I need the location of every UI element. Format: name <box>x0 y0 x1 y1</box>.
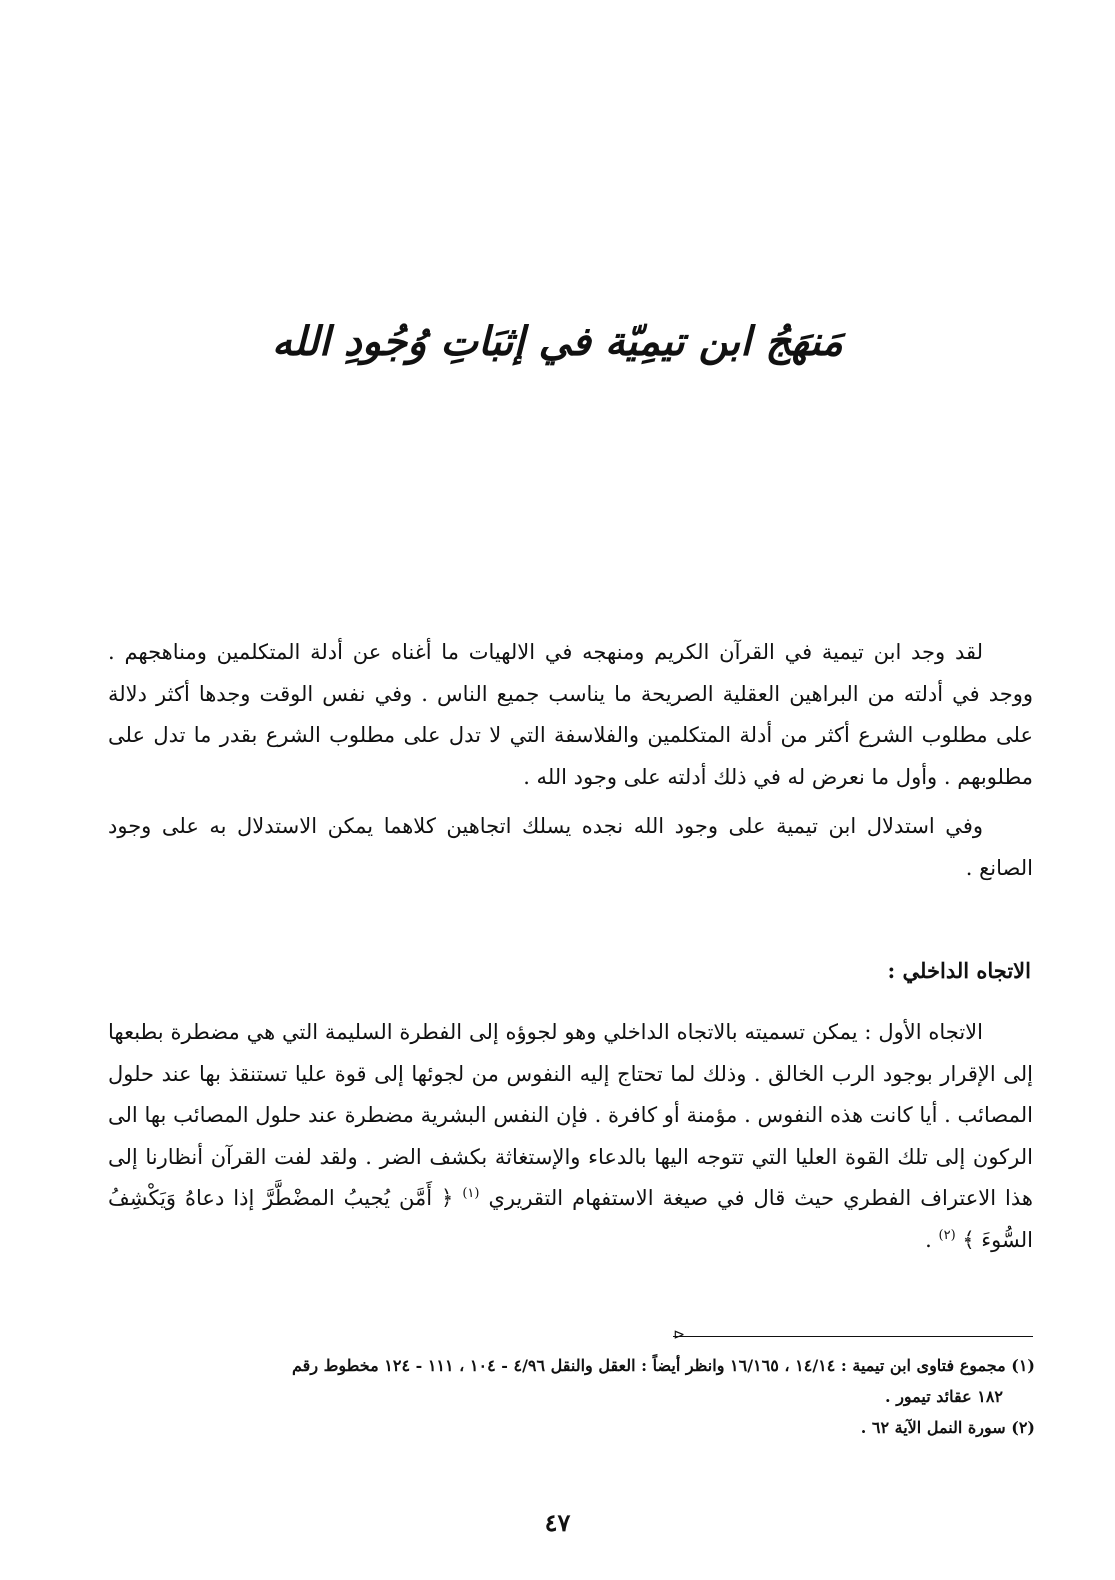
body-text <box>108 632 1033 889</box>
paragraph: لقد وجد ابن تيمية في القرآن الكريم ومنهجه في الالهيات ما أغناه عن أدلة المتكلمين ومناهجهم . ووجد في أدلته من البراهين العقلية الصريحة ما يناسب جميع الناس . وفي نفس الوقت وجدها أكثر دلالة على مطلوب الشرع أكثر من أدلة المتكلمين والفلاسفة التي لا تدل على مطلوب الشرع بقدر ما تدل على مطلوبهم . وأول ما نعرض له في ذلك أدلته على وجود الله . <box>108 640 1033 789</box>
paragraph-text: الاتجاه الأول : يمكن تسميته بالاتجاه الداخلي وهو لجوؤه إلى الفطرة السليمة التي هي مضطرة بطبعها إلى الإقرار بوجود الرب الخالق . وذلك لما تحتاج إليه النفوس من لجوئها إلى قوة عليا تستنقذ بها عند حلول المصائب . أيا كانت هذه النفوس . مؤمنة أو كافرة . فإن النفس البشرية مضطرة عند حلول المصائب بها الى الركون إلى تلك القوة العليا التي تتوجه اليها بالدعاء والإستغاثة بكشف الضر . ولقد لفت القرآن أنظارنا إلى هذا الاعتراف الفطري حيث قال في صيغة الاستفهام التقريري <box>108 1020 1033 1210</box>
paragraph-end: . <box>925 1227 932 1252</box>
page-number: ٤٧ <box>544 1508 571 1537</box>
footnote-ref-2[interactable]: (٢) <box>938 1227 956 1243</box>
quran-verse: ﴿ أَمَّن يُجيبُ المضْطَّرَّ إذا دعاهُ وَيَكْشِفُ السُّوءَ ﴾ <box>108 1186 1033 1252</box>
footnote-2: (٢) سورة النمل الآية ٦٢ . <box>860 1418 1035 1437</box>
section-body <box>108 1012 1033 1261</box>
paragraph <box>108 1012 1033 1261</box>
footnotes <box>100 1350 1035 1443</box>
separator-arrow-icon: ⊲ <box>673 1327 685 1343</box>
footnote-1: (١) مجموع فتاوى ابن تيمية : ١٤/١٤ ، ١٦/١٦٥ وانظر أيضاً : العقل والنقل ٤/٩٦ - ١٠٤ ، ١١١ - ١٢٤ مخطوط رقم <box>292 1356 1035 1375</box>
footnote-ref-1[interactable]: (١) <box>462 1186 480 1201</box>
footnote-1-continued: ١٨٢ عقائد تيمور . <box>885 1387 1003 1406</box>
page-title: مَنهَجُ ابن تيمِيّة في إثبَاتِ وُجُودِ الله <box>272 318 843 365</box>
footnote-separator <box>673 1336 1033 1337</box>
paragraph: وفي استدلال ابن تيمية على وجود الله نجده يسلك اتجاهين كلاهما يمكن الاستدلال به على وجود الصانع . <box>108 814 1033 880</box>
section-heading: الاتجاه الداخلي : <box>887 958 1031 983</box>
